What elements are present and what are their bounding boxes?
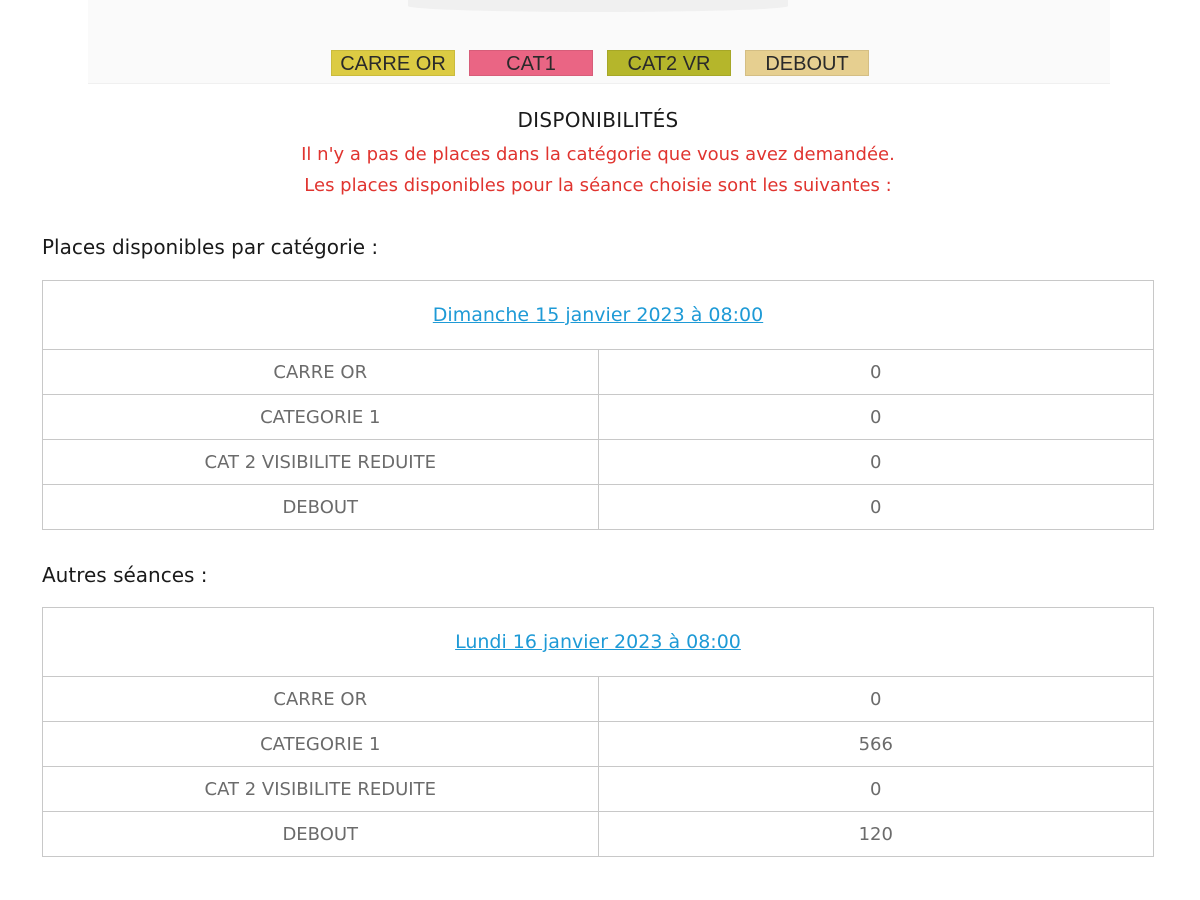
session-header-cell — [43, 281, 1154, 350]
table-row — [43, 722, 1154, 767]
session-header-cell — [43, 608, 1154, 677]
session-date-link[interactable]: Dimanche 15 janvier 2023 à 08:00 — [432, 304, 764, 326]
category-count: 120 — [598, 812, 1154, 857]
other-sessions-table — [42, 607, 1154, 857]
session-header-row — [43, 281, 1154, 350]
table-row — [43, 767, 1154, 812]
table-row — [43, 395, 1154, 440]
other-sessions-heading: Autres séances : — [42, 563, 208, 587]
category-count: 0 — [598, 677, 1154, 722]
category-legend — [0, 50, 1200, 76]
by-category-table — [42, 280, 1154, 530]
category-count: 0 — [598, 485, 1154, 530]
category-name: CATEGORIE 1 — [43, 722, 599, 767]
category-name: CARRE OR — [43, 350, 599, 395]
category-name: CARRE OR — [43, 677, 599, 722]
category-name: DEBOUT — [43, 485, 599, 530]
legend-chip-carre-or: CARRE OR — [331, 50, 455, 76]
category-name: CATEGORIE 1 — [43, 395, 599, 440]
category-count: 0 — [598, 440, 1154, 485]
category-count: 0 — [598, 350, 1154, 395]
category-count: 0 — [598, 767, 1154, 812]
table-row — [43, 677, 1154, 722]
category-name: CAT 2 VISIBILITE REDUITE — [43, 767, 599, 812]
session-header-row — [43, 608, 1154, 677]
legend-chip-cat2-vr: CAT2 VR — [607, 50, 731, 76]
category-count: 566 — [598, 722, 1154, 767]
available-seats-message: Les places disponibles pour la séance choisie sont les suivantes : — [304, 175, 892, 196]
category-name: DEBOUT — [43, 812, 599, 857]
table-row — [43, 440, 1154, 485]
table-row — [43, 350, 1154, 395]
by-category-heading: Places disponibles par catégorie : — [42, 235, 379, 259]
legend-chip-debout: DEBOUT — [745, 50, 869, 76]
availability-title: DISPONIBILITÉS — [517, 108, 679, 132]
category-name: CAT 2 VISIBILITE REDUITE — [43, 440, 599, 485]
table-row — [43, 812, 1154, 857]
category-count: 0 — [598, 395, 1154, 440]
seat-map-shadow — [408, 0, 788, 12]
table-row — [43, 485, 1154, 530]
session-date-link[interactable]: Lundi 16 janvier 2023 à 08:00 — [455, 631, 741, 653]
legend-chip-cat1: CAT1 — [469, 50, 593, 76]
no-seats-message: Il n'y a pas de places dans la catégorie que vous avez demandée. — [301, 144, 895, 165]
